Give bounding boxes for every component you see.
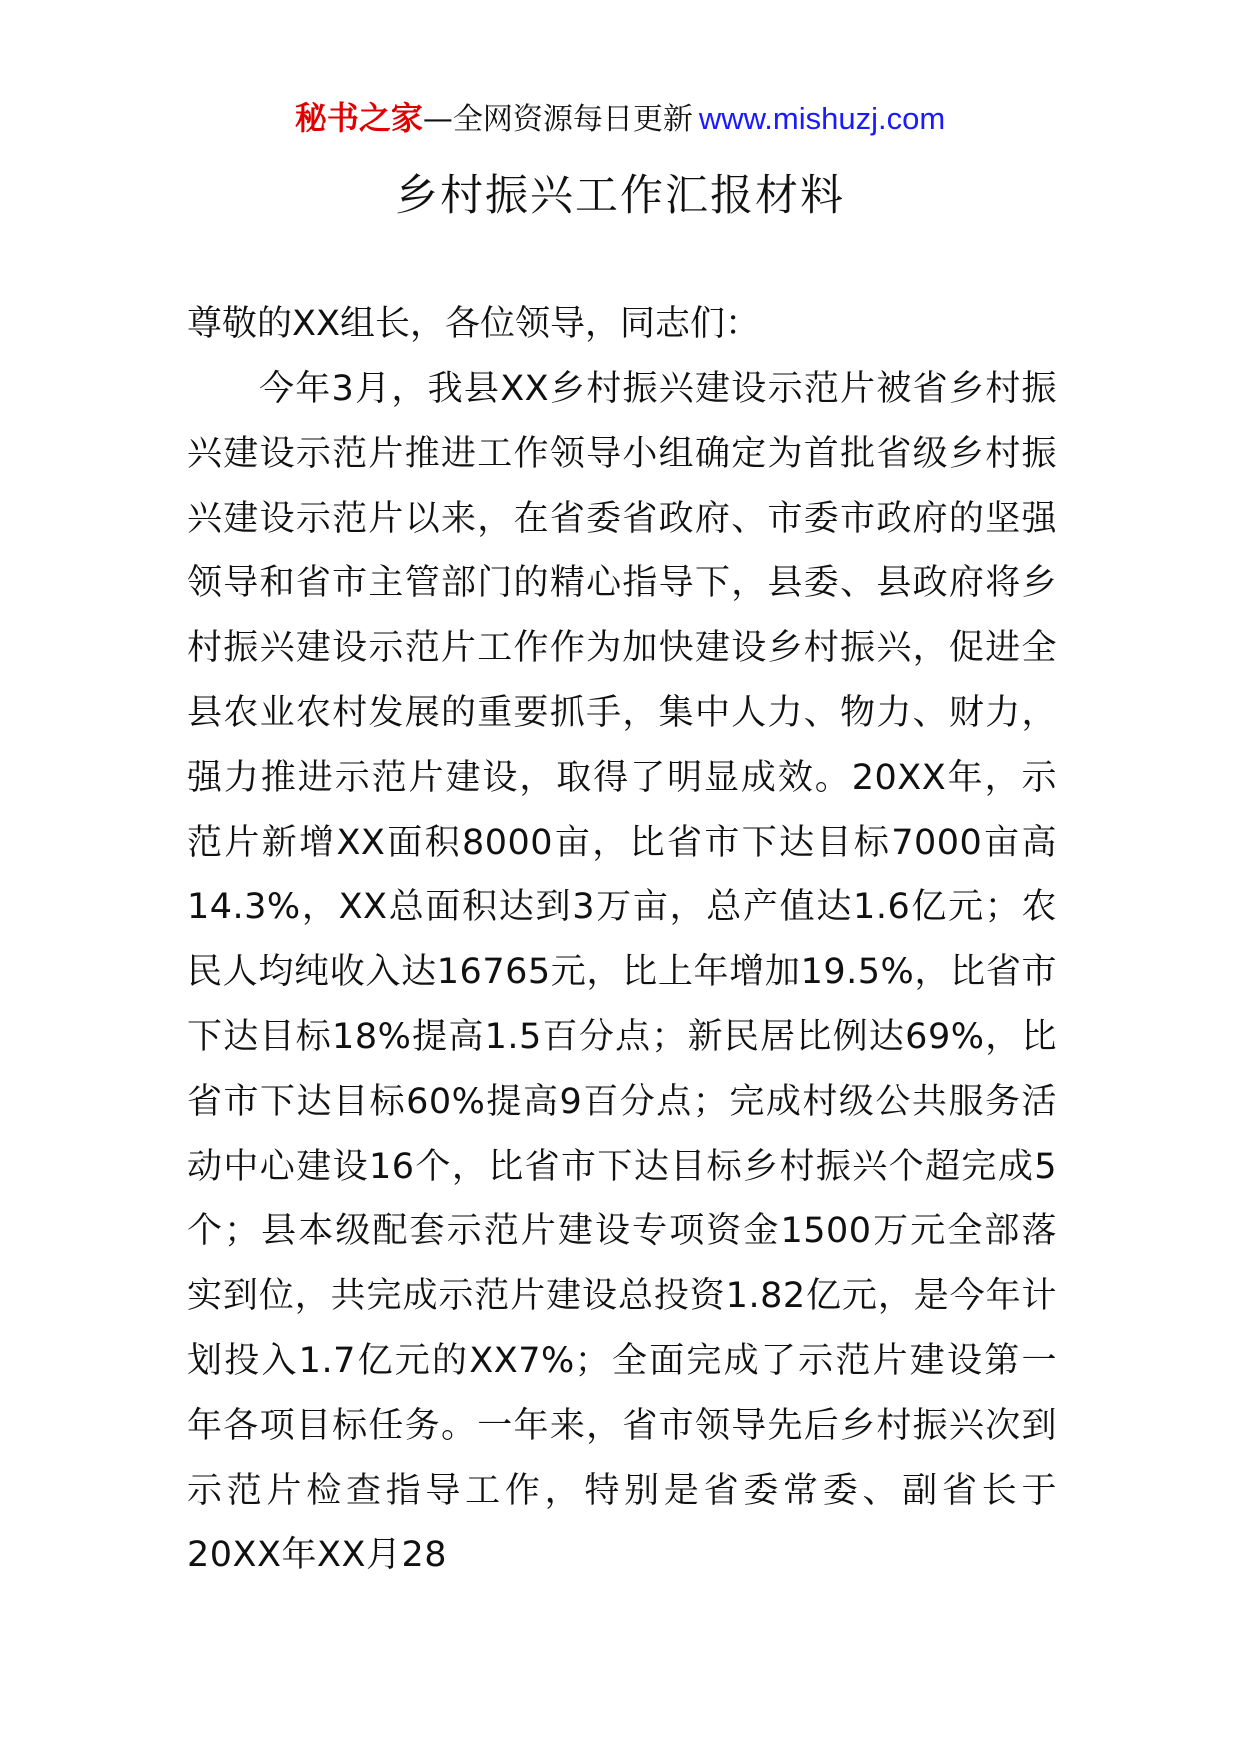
site-slogan: —全网资源每日更新 — [422, 102, 693, 137]
site-header — [0, 98, 1240, 140]
site-brand: 秘书之家 — [294, 99, 423, 137]
salutation: 尊敬的XX组长，各位领导，同志们： — [187, 304, 760, 344]
body-paragraph: 今年3月，我县XX乡村振兴建设示范片被省乡村振兴建设示范片推进工作领导小组确定为首批省级乡村振兴建设示范片以来，在省委省政府、市委市政府的坚强领导和省市主管部门的精心指导下，县委、县政府将乡村振兴建设示范片工作作为加快建设乡村振兴，促进全县农业农村发展的重要抓手，集中人力、物力、财力，强力推进示范片建设，取得了明显成效。20XX年，示范片新增XX面积8000亩，比省市下达目标7000亩高14.3%，XX总面积达到3万亩，总产值达1.6亿元；农民人均纯收入达16765元，比上年增加19.5%，比省市下达目标18%提高1.5百分点；新民居比例达69%，比省市下达目标60%提高9百分点；完成村级公共服务活动中心建设16个，比省市下达目标乡村振兴个超完成5个；县本级配套示范片建设专项资金1500万元全部落实到位，共完成示范片建设总投资1.82亿元，是今年计划投入1.7亿元的XX7%；全面完成了示范片建设第一年各项目标任务。一年来，省市领导先后乡村振兴次到示范片检查指导工作，特别是省委常委、副省长于20XX年XX月28 — [187, 369, 1057, 1576]
site-url-link[interactable]: www.mishuzj.com — [698, 101, 946, 136]
document-title: 乡村振兴工作汇报材料 — [395, 171, 845, 221]
